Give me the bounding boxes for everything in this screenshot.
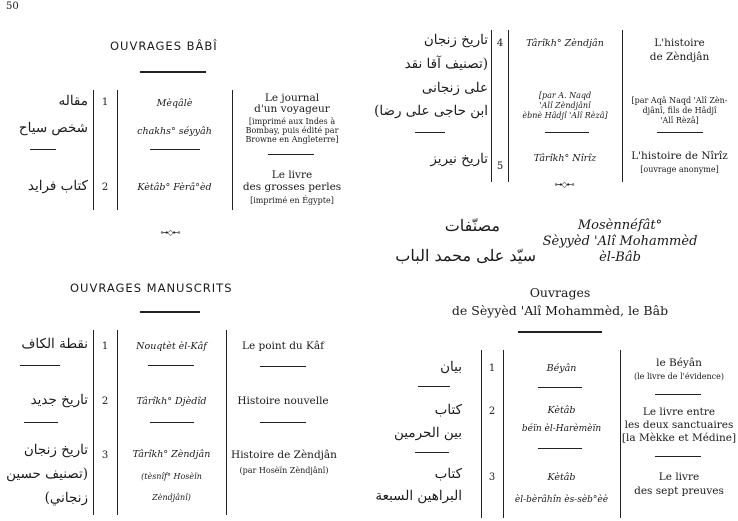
- arabic-title: البراهين السبعة: [375, 488, 462, 504]
- page-number: 50: [6, 1, 19, 12]
- entry-rule: [655, 456, 701, 457]
- column-divider: [117, 330, 118, 515]
- french-note: 'Alî Rèzâ]: [660, 116, 699, 125]
- arabic-title: تاريخ نيريز: [430, 151, 488, 167]
- section-title-babi: OUVRAGES BÂBÎ: [110, 39, 218, 53]
- transliteration: Kètâb: [547, 405, 576, 416]
- arabic-title: (تصنيف حسين: [6, 466, 88, 482]
- french-title: le Béyân: [656, 357, 702, 369]
- french-title: des sept preuves: [634, 485, 724, 497]
- entry-rule: [418, 386, 450, 387]
- arabic-title: زنجاني): [44, 490, 88, 506]
- french-title: les deux sanctuaires: [624, 419, 734, 431]
- entry-number: 1: [488, 363, 496, 374]
- entry-rule: [655, 394, 701, 395]
- entry-rule: [148, 365, 194, 366]
- arabic-title: تاريخ زنجان: [423, 32, 488, 48]
- entry-rule: [538, 448, 582, 449]
- transliteration: Mèqâlè: [156, 98, 193, 109]
- column-divider: [481, 350, 482, 518]
- transliteration: Kètâb: [547, 472, 576, 483]
- arabic-title: بيان: [440, 359, 462, 375]
- heading-french: de Sèyyèd 'Alî Mohammèd, le Bâb: [451, 303, 669, 318]
- column-divider: [93, 330, 94, 515]
- french-title: Le livre entre: [642, 406, 716, 418]
- heading-arabic: مصنّفات: [444, 216, 500, 235]
- french-note: (le livre de l'évidence): [633, 372, 724, 381]
- column-divider: [503, 350, 504, 518]
- transliteration: Târîkh° Nîrîz: [533, 153, 597, 164]
- transliteration: èl-bèrâhîn ès-sèb°èè: [514, 495, 609, 505]
- french-title: [la Mèkke et Médine]: [621, 432, 737, 444]
- entry-number: 1: [101, 97, 109, 108]
- column-divider: [93, 90, 94, 210]
- transliteration: Kètâb° Fèrâ°èd: [137, 182, 212, 193]
- arabic-title: ابن حاجی علی رضا): [374, 103, 488, 119]
- entry-number: 4: [496, 38, 504, 49]
- entry-rule: [268, 154, 314, 155]
- transliteration-note: [par A. Naqd: [538, 91, 592, 100]
- french-note: Bombay, puis édité par: [245, 126, 339, 135]
- arabic-title: نقطة الكاف: [21, 336, 88, 352]
- entry-number: 2: [101, 396, 109, 407]
- french-title: Histoire de Zèndjân: [231, 449, 337, 461]
- entry-rule: [150, 422, 194, 423]
- transliteration-note: 'Alî Zèndjânî: [539, 101, 591, 110]
- entry-rule: [150, 149, 200, 150]
- transliteration: béïn èl-Harèmèïn: [521, 424, 602, 434]
- entry-rule: [415, 132, 445, 133]
- arabic-title: تاريخ زنجان: [23, 442, 88, 458]
- arabic-title: شخص سياح: [18, 120, 88, 136]
- entry-rule: [415, 452, 449, 453]
- arabic-title: (تصنيف آقا نقد: [404, 56, 488, 72]
- entry-rule: [24, 422, 58, 423]
- french-title: Le point du Kâf: [241, 340, 325, 352]
- transliteration: Târîkh° Zèndjân: [132, 449, 211, 460]
- french-note: [ouvrage anonyme]: [640, 165, 719, 174]
- entry-number: 3: [488, 472, 496, 483]
- transliteration: Béyân: [546, 363, 577, 374]
- transliteration: Târîkh° Zèndjân: [526, 38, 604, 49]
- entry-rule: [260, 366, 306, 367]
- entry-rule: [260, 422, 306, 423]
- arabic-title: كتاب: [434, 466, 462, 482]
- french-title: L'histoire de Nîrîz: [631, 150, 728, 162]
- transliteration: Târîkh° Djèdîd: [136, 396, 207, 407]
- french-title: des grosses perles: [242, 181, 342, 193]
- french-title: d'un voyageur: [254, 103, 330, 115]
- ornament: ⊶◇⊷: [160, 228, 180, 237]
- title-rule: [140, 311, 200, 313]
- french-title: Le livre: [658, 471, 700, 483]
- entry-rule: [30, 149, 56, 150]
- entry-number: 1: [101, 341, 109, 352]
- heading-transliteration: Mosènnéfât°: [577, 218, 663, 233]
- entry-number: 2: [101, 182, 109, 193]
- arabic-title: علی زنجانی: [421, 80, 488, 96]
- french-note: Browne en Angleterre]: [245, 135, 339, 144]
- entry-number: 5: [496, 161, 504, 172]
- entry-rule: [538, 387, 582, 388]
- title-rule: [140, 71, 206, 73]
- french-title: Le livre: [271, 169, 313, 181]
- transliteration: chakhs° séyyâh: [137, 126, 212, 137]
- arabic-title: تاريخ جديد: [30, 392, 88, 408]
- french-title: Le journal: [264, 92, 320, 104]
- transliteration-note: (tèsnîf° Hosèïn: [141, 472, 202, 481]
- transliteration-note: Zèndjânî): [152, 493, 191, 502]
- ornament: ⊶◇⊷: [554, 180, 574, 189]
- entry-number: 2: [488, 406, 496, 417]
- arabic-title: كتاب فرايد: [27, 178, 88, 194]
- transliteration: Nouqtèt èl-Kâf: [136, 341, 207, 352]
- arabic-title: بين الحرمين: [393, 425, 462, 441]
- french-note: [imprimé en Égypte]: [250, 196, 334, 205]
- heading-transliteration: Sèyyèd 'Alî Mohammèd: [542, 234, 698, 249]
- french-title: de Zèndjân: [649, 51, 710, 63]
- arabic-title: كتاب: [434, 402, 462, 418]
- transliteration-note: èbnè Hâdjî 'Alî Rèzâ]: [522, 111, 608, 120]
- heading-arabic: سيّد على محمد الباب: [395, 246, 536, 265]
- french-title: Histoire nouvelle: [237, 395, 329, 407]
- entry-rule: [657, 132, 703, 133]
- heading-french: Ouvrages: [529, 285, 591, 300]
- entry-number: 3: [101, 450, 109, 461]
- section-title-manuscrits: OUVRAGES MANUSCRITS: [70, 281, 233, 295]
- column-divider: [226, 330, 227, 515]
- french-note: [imprimé aux Indes à: [248, 117, 336, 126]
- french-note: (par Hosèïn Zèndjânî): [239, 466, 329, 475]
- column-divider: [491, 30, 492, 182]
- french-note: djânî, fils de Hâdjî: [642, 106, 717, 115]
- entry-rule: [545, 132, 589, 133]
- french-title: L'histoire: [654, 37, 705, 49]
- arabic-title: مقاله: [58, 93, 88, 109]
- french-note: [par Aqâ Naqd 'Alî Zèn-: [631, 96, 728, 105]
- title-rule: [518, 331, 602, 333]
- entry-rule: [20, 365, 60, 366]
- heading-transliteration: èl-Bâb: [599, 250, 641, 265]
